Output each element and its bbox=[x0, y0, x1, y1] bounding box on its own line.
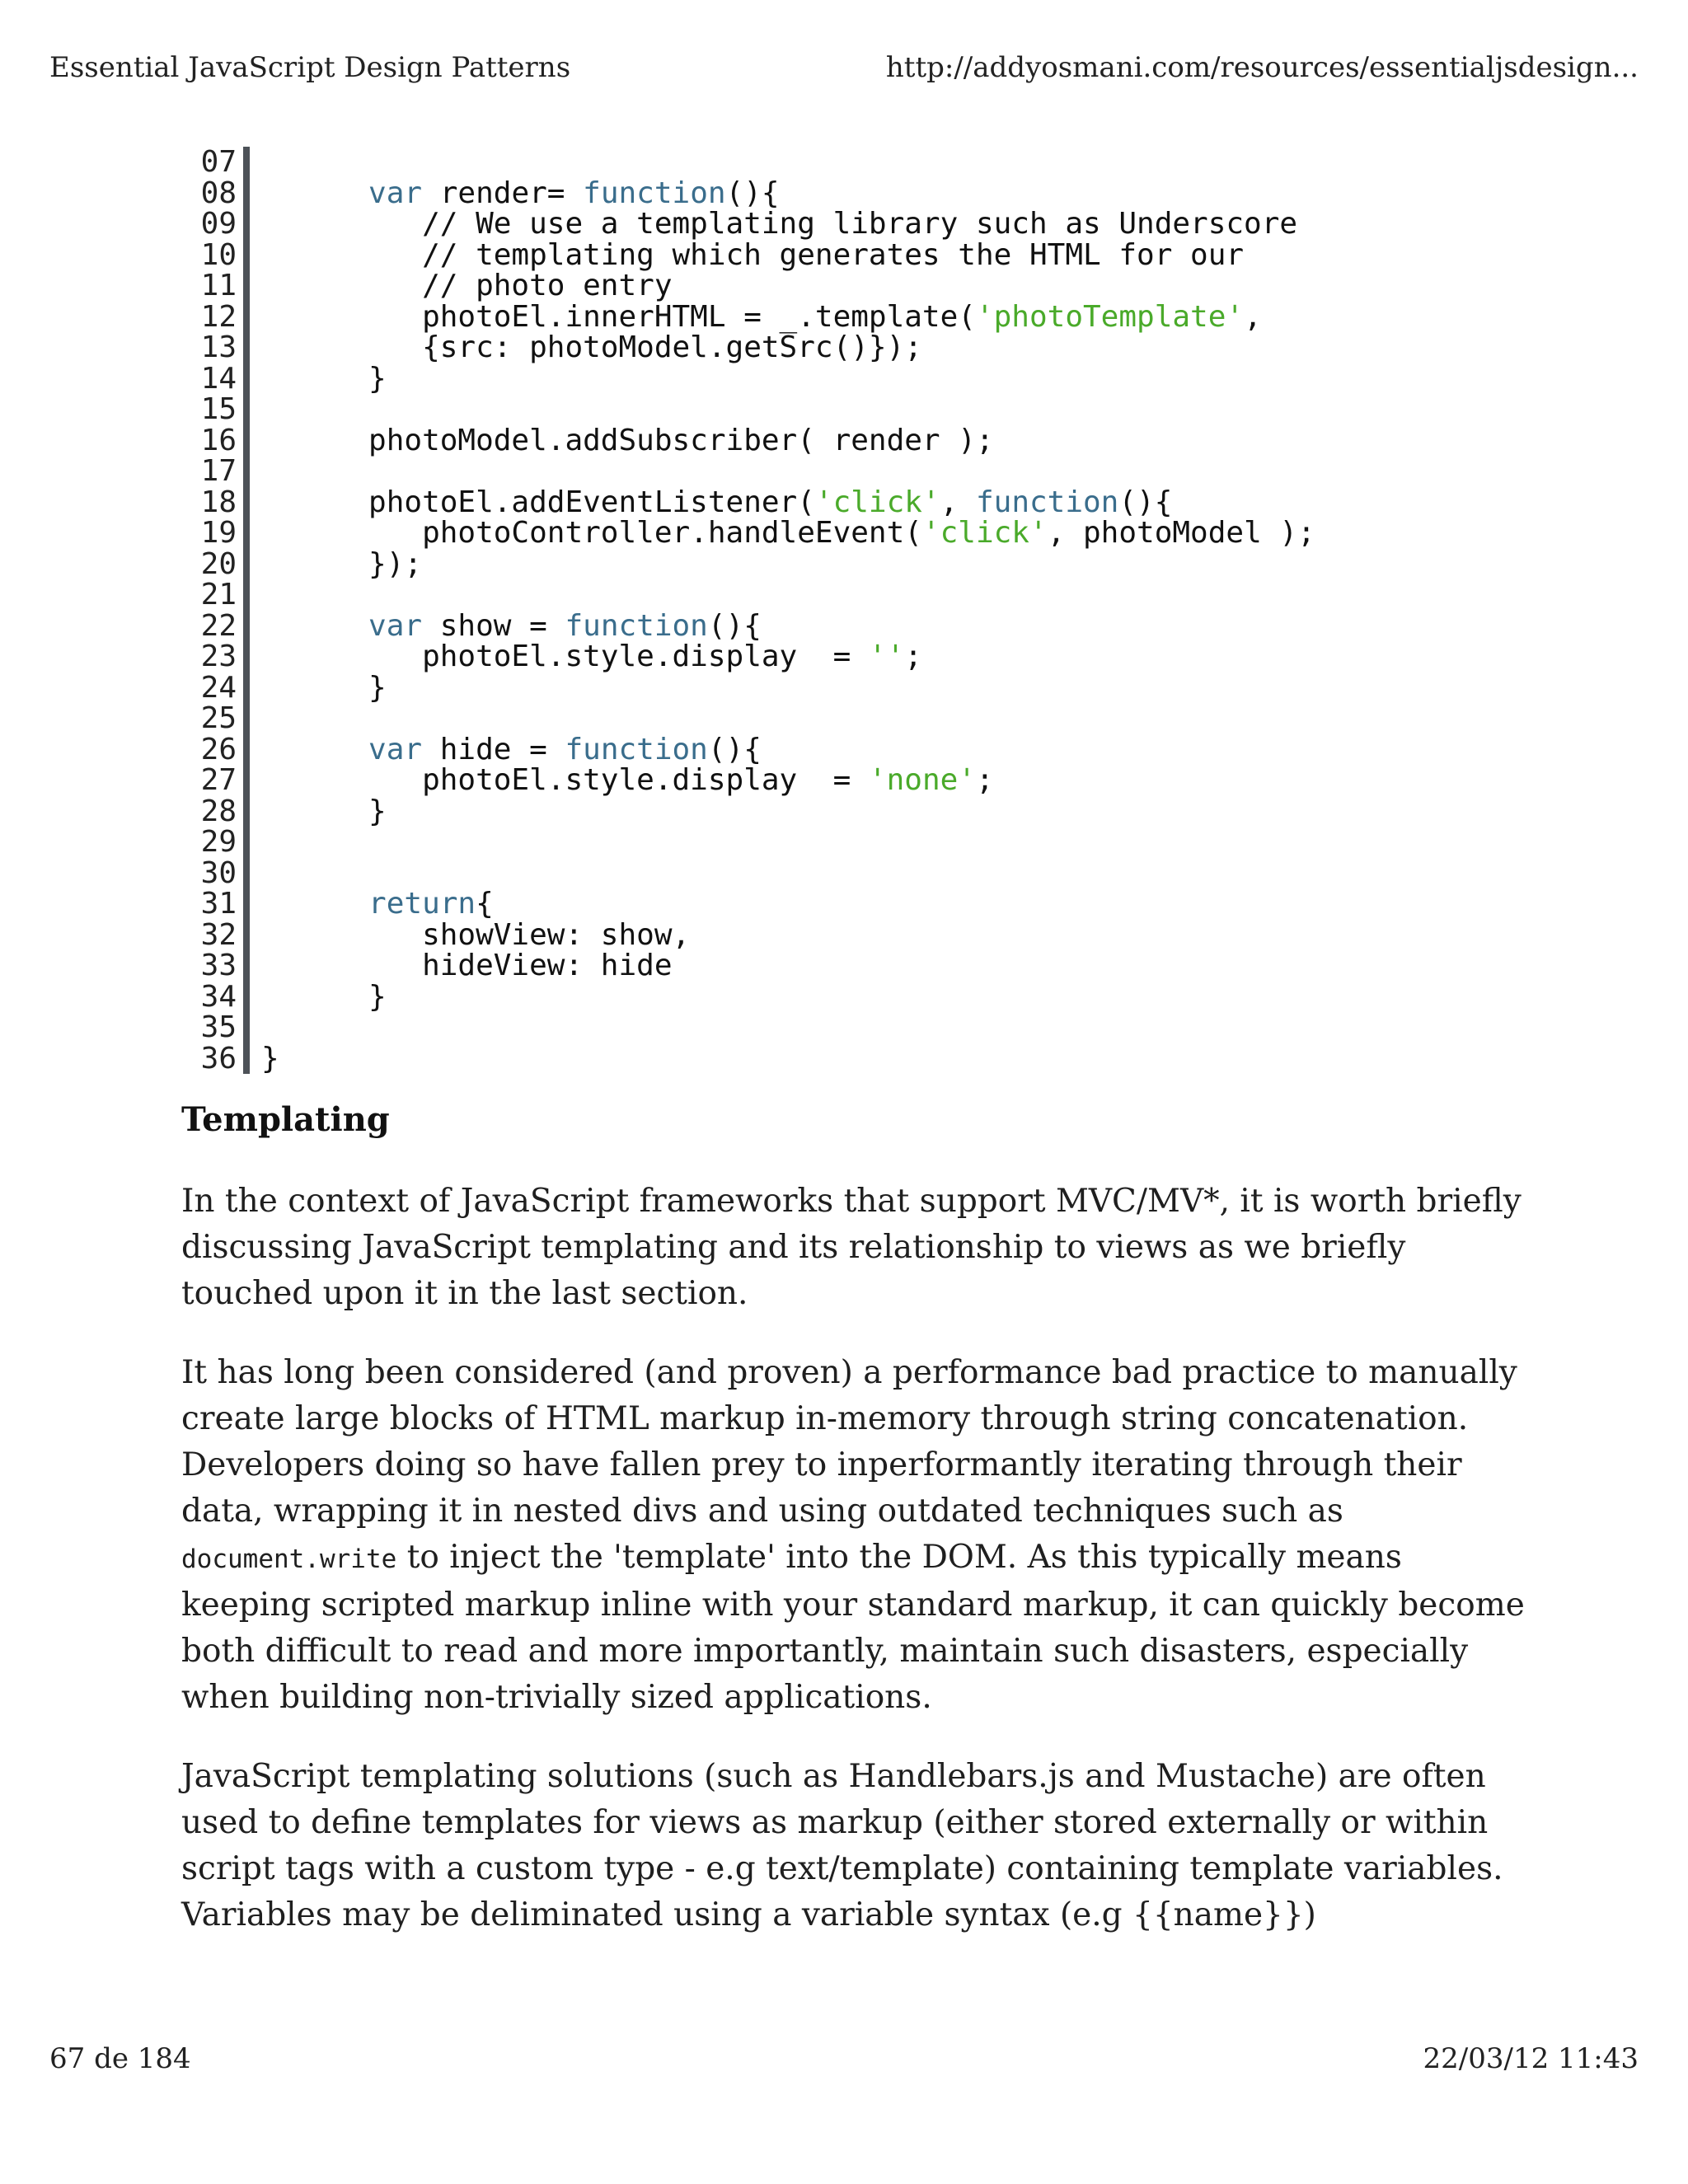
code-text: photoEl.innerHTML = _.template('photoTemplate', bbox=[261, 299, 1262, 334]
code-text: var render= function(){ bbox=[368, 176, 780, 210]
code-text: } bbox=[261, 670, 387, 705]
code-text bbox=[250, 1012, 261, 1043]
code-line bbox=[177, 270, 1529, 302]
page-number: 67 de 184 bbox=[49, 2042, 191, 2075]
code-line bbox=[177, 456, 1529, 487]
document-title: Essential JavaScript Design Patterns bbox=[49, 51, 571, 84]
code-line bbox=[177, 425, 1529, 457]
code-text: } bbox=[261, 1041, 279, 1076]
code-line bbox=[177, 237, 1529, 272]
code-text: showView: show, bbox=[261, 917, 691, 952]
line-number: 29 bbox=[177, 827, 250, 858]
code-text bbox=[250, 703, 261, 734]
code-text bbox=[250, 147, 261, 178]
line-number: 21 bbox=[177, 579, 250, 611]
code-text bbox=[250, 394, 261, 425]
code-text: hideView: hide bbox=[261, 949, 673, 982]
line-number: 31 bbox=[177, 888, 250, 920]
code-text bbox=[250, 456, 261, 487]
code-text: var hide = function(){ bbox=[368, 732, 762, 766]
line-number: 27 bbox=[177, 765, 250, 796]
line-number: 14 bbox=[177, 363, 250, 395]
code-line bbox=[177, 827, 1529, 858]
code-text: // templating which generates the HTML for our bbox=[261, 237, 1245, 272]
code-line bbox=[177, 855, 1529, 890]
line-number: 08 bbox=[177, 178, 250, 209]
code-line bbox=[177, 299, 1529, 334]
code-text bbox=[250, 827, 261, 858]
code-line bbox=[177, 703, 1529, 734]
line-number: 32 bbox=[177, 920, 250, 951]
code-line bbox=[177, 641, 1529, 673]
paragraph-3: JavaScript templating solutions (such as Handlebars.js and Mustache) are often used to define templates for views as markup (either stored externally or within script tags with a custom type - e.g text/template) containing template variables. Variables may be deliminated using a variable syntax (e.g {{name}}) bbox=[181, 1758, 1503, 1933]
code-line bbox=[177, 363, 1529, 395]
paragraph-2-text-a: It has long been considered (and proven) a performance bad practice to manually create large blocks of HTML markup in-memory through string concatenation. Developers doing so have fallen prey to inperformantly iterating through their data, wrapping it in nested divs and using outdated techniques such as bbox=[181, 1354, 1517, 1530]
line-number: 24 bbox=[177, 673, 250, 704]
line-number: 15 bbox=[177, 394, 250, 425]
inline-code: document.write bbox=[181, 1544, 397, 1574]
line-number: 12 bbox=[177, 302, 250, 333]
line-number: 18 bbox=[177, 487, 250, 518]
paragraph-2-text-b: to inject the 'template' into the DOM. As this typically means keeping scripted markup inline with your standard markup, it can quickly become both difficult to read and more importantly, maintain such disasters, especially when building non-trivially sized applications. bbox=[181, 1539, 1525, 1716]
line-number: 16 bbox=[177, 425, 250, 457]
code-line bbox=[177, 332, 1529, 363]
code-text: } bbox=[261, 979, 387, 1014]
line-number: 22 bbox=[177, 611, 250, 642]
code-text: photoEl.style.display = 'none'; bbox=[261, 763, 994, 797]
code-line bbox=[177, 579, 1529, 611]
line-number: 19 bbox=[177, 518, 250, 549]
line-number: 07 bbox=[177, 147, 250, 178]
page-footer bbox=[49, 2042, 1639, 2075]
line-number: 34 bbox=[177, 982, 250, 1013]
code-line bbox=[177, 178, 1529, 209]
line-number: 25 bbox=[177, 703, 250, 734]
code-text: photoModel.addSubscriber( render ); bbox=[261, 423, 994, 457]
code-text bbox=[250, 579, 261, 611]
paragraph-1: In the context of JavaScript frameworks that support MVC/MV*, it is worth briefly discussing JavaScript templating and its relationship to views as we briefly touched upon it in the last section. bbox=[181, 1183, 1522, 1312]
code-text bbox=[250, 858, 261, 889]
code-line bbox=[177, 608, 1529, 643]
line-number: 23 bbox=[177, 641, 250, 673]
code-line bbox=[177, 950, 1529, 982]
code-line bbox=[177, 670, 1529, 705]
code-line bbox=[177, 765, 1529, 796]
line-number: 33 bbox=[177, 950, 250, 982]
line-number: 36 bbox=[177, 1043, 250, 1075]
code-line bbox=[177, 518, 1529, 549]
code-text: }); bbox=[261, 546, 423, 581]
line-number: 35 bbox=[177, 1012, 250, 1043]
code-line bbox=[177, 1012, 1529, 1043]
code-text: // We use a templating library such as Underscore bbox=[261, 207, 1298, 241]
code-line bbox=[177, 796, 1529, 827]
source-url: http://addyosmani.com/resources/essentialjsdesign... bbox=[885, 51, 1639, 84]
code-text: return{ bbox=[368, 887, 494, 921]
code-text: photoController.handleEvent('click', photoModel ); bbox=[261, 516, 1315, 550]
line-number: 11 bbox=[177, 270, 250, 302]
code-text: } bbox=[261, 794, 387, 828]
code-line bbox=[177, 546, 1529, 581]
code-line bbox=[177, 147, 1529, 178]
code-text: } bbox=[261, 361, 387, 396]
section-heading: Templating bbox=[181, 1100, 390, 1139]
line-number: 28 bbox=[177, 796, 250, 827]
code-line bbox=[177, 979, 1529, 1014]
code-line bbox=[177, 487, 1529, 518]
line-number: 17 bbox=[177, 456, 250, 487]
code-line bbox=[177, 917, 1529, 952]
line-number: 20 bbox=[177, 549, 250, 580]
line-number: 10 bbox=[177, 240, 250, 271]
code-line bbox=[177, 888, 1529, 920]
code-line bbox=[177, 734, 1529, 766]
code-line bbox=[177, 209, 1529, 240]
line-number: 26 bbox=[177, 734, 250, 766]
code-text: photoEl.addEventListener('click', function(){ bbox=[261, 485, 1173, 519]
code-text: photoEl.style.display = ''; bbox=[261, 640, 922, 673]
code-text: var show = function(){ bbox=[368, 608, 762, 643]
print-datetime: 22/03/12 11:43 bbox=[1423, 2042, 1639, 2075]
code-text: // photo entry bbox=[261, 269, 673, 302]
line-number: 09 bbox=[177, 209, 250, 240]
line-number: 30 bbox=[177, 858, 250, 889]
code-text: {src: photoModel.getSrc()}); bbox=[261, 330, 922, 364]
code-block bbox=[177, 147, 1529, 1074]
code-line bbox=[177, 1043, 1529, 1075]
code-line bbox=[177, 394, 1529, 425]
line-number: 13 bbox=[177, 332, 250, 363]
page-header bbox=[49, 51, 1639, 84]
paragraph-2 bbox=[181, 1350, 1533, 1721]
